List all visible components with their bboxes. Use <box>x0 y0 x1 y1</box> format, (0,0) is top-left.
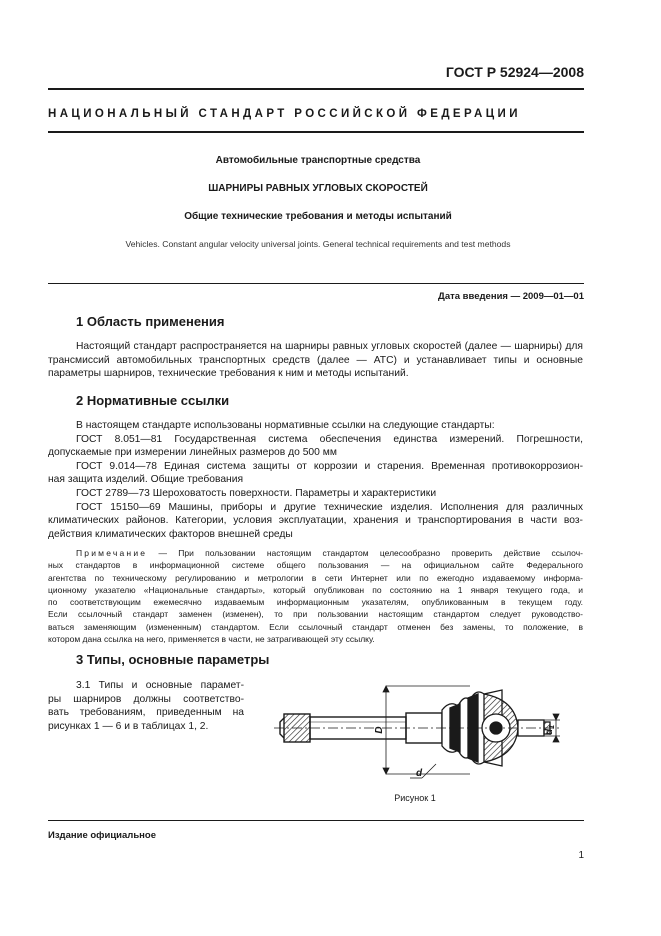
note-line: ных стандартов в информационной системе общего пользования — на официальном сайте Федерального <box>48 560 583 571</box>
title-subtitle: Общие технические требования и методы испытаний <box>184 211 452 222</box>
section-3-line: 3.1 Типы и основные парамет- <box>76 680 244 691</box>
reference-line: ГОСТ 15150—69 Машины, приборы и другие технические изделия. Исполнения для различных <box>76 501 583 513</box>
reference-line: ГОСТ 9.014—78 Единая система защиты от коррозии и старения. Временная противокоррозион- <box>76 460 583 472</box>
title-main: ШАРНИРЫ РАВНЫХ УГЛОВЫХ СКОРОСТЕЙ <box>208 183 428 194</box>
title-english: Vehicles. Constant angular velocity universal joints. General technical requirements and test methods <box>125 239 511 249</box>
note-line <box>76 547 583 559</box>
note-line: ционному указателю «Национальные стандарты», который опубликован по состоянию на 1 января текущего года, и <box>48 584 583 595</box>
section-3-line: вать требованиям, приведенным на <box>48 707 244 719</box>
note-line: Если ссылочный стандарт заменен (изменен), то при пользовании настоящим стандартом следует руководство- <box>48 609 583 620</box>
section-3-text <box>48 679 244 733</box>
note-line: котором дана ссылка на него, применяется в части, не затрагивающей эту ссылку. <box>48 634 375 645</box>
reference-line: ГОСТ 8.051—81 Государственная система обеспечения единства измерений. Погрешности, <box>76 433 583 445</box>
reference-line: климатических районов. Категории, условия эксплуатации, хранения и транспортирования в части воз- <box>48 515 583 527</box>
edition-label: Издание официальное <box>48 830 156 841</box>
section-3-line: ры шарниров должны соответство- <box>48 693 244 705</box>
note-label: Примечание <box>76 548 148 558</box>
section-3-line: рисунках 1 — 6 и в таблицах 1, 2. <box>48 720 209 732</box>
figure-caption: Рисунок 1 <box>394 793 436 803</box>
title-rule <box>48 283 584 284</box>
section-1-heading: 1 Область применения <box>76 314 225 329</box>
note-line: агентства по техническому регулированию и метрологии в сети Интернет или по ежегодно издаваемому информа- <box>48 572 583 583</box>
page-number: 1 <box>578 850 584 861</box>
note-line-text: — При пользовании настоящим стандартом целесообразно проверить действие ссылоч- <box>158 548 583 558</box>
note-line: по соответствующим ежемесячно издаваемым информационным указателям, опубликованным в текущем году. <box>48 597 583 608</box>
section-2-heading: 2 Нормативные ссылки <box>76 393 230 408</box>
reference-line: ная защита изделий. Общие требования <box>48 474 244 486</box>
national-standard-heading: НАЦИОНАЛЬНЫЙ СТАНДАРТ РОССИЙСКОЙ ФЕДЕРАЦИИ <box>48 108 521 120</box>
note-block <box>48 547 583 645</box>
intro-date: Дата введения — 2009—01—01 <box>438 291 584 302</box>
label-d1-main: d <box>544 728 555 736</box>
gost-code: ГОСТ Р 52924—2008 <box>445 64 584 80</box>
reference-line: В настоящем стандарте использованы нормативные ссылки на следующие стандарты: <box>76 420 495 431</box>
top-rule <box>48 88 584 90</box>
section-3-heading: 3 Типы, основные параметры <box>76 652 270 667</box>
section-1-text-body: Настоящий стандарт распространяется на шарниры равных угловых скоростей (далее — шарниры) для трансмиссий автомобильных транспортных средств (далее — АТС) и устанавливает типы и основные параметры шарниров, технические требования к ним и методы испытаний. <box>48 341 583 380</box>
reference-line: действия климатических факторов внешней среды <box>48 528 293 540</box>
section-1-text <box>48 340 583 381</box>
note-line: ваться заменяющим (измененным) стандартом. Если ссылочный стандарт отменен без замены, то положение, в <box>48 621 583 632</box>
label-d1-subscript: 1 <box>549 724 556 729</box>
label-D: D <box>374 726 385 734</box>
reference-line: ГОСТ 2789—73 Шероховатость поверхности. Параметры и характеристики <box>76 487 437 499</box>
label-d: d <box>416 768 423 779</box>
footer-rule <box>48 820 584 821</box>
normative-references <box>48 419 583 541</box>
reference-line: допускаемые при измерении линейных размеров до 500 мм <box>48 447 337 459</box>
national-standard-rule <box>48 131 584 133</box>
figure-1-joint-drawing <box>270 670 570 790</box>
title-category: Автомобильные транспортные средства <box>215 155 421 166</box>
